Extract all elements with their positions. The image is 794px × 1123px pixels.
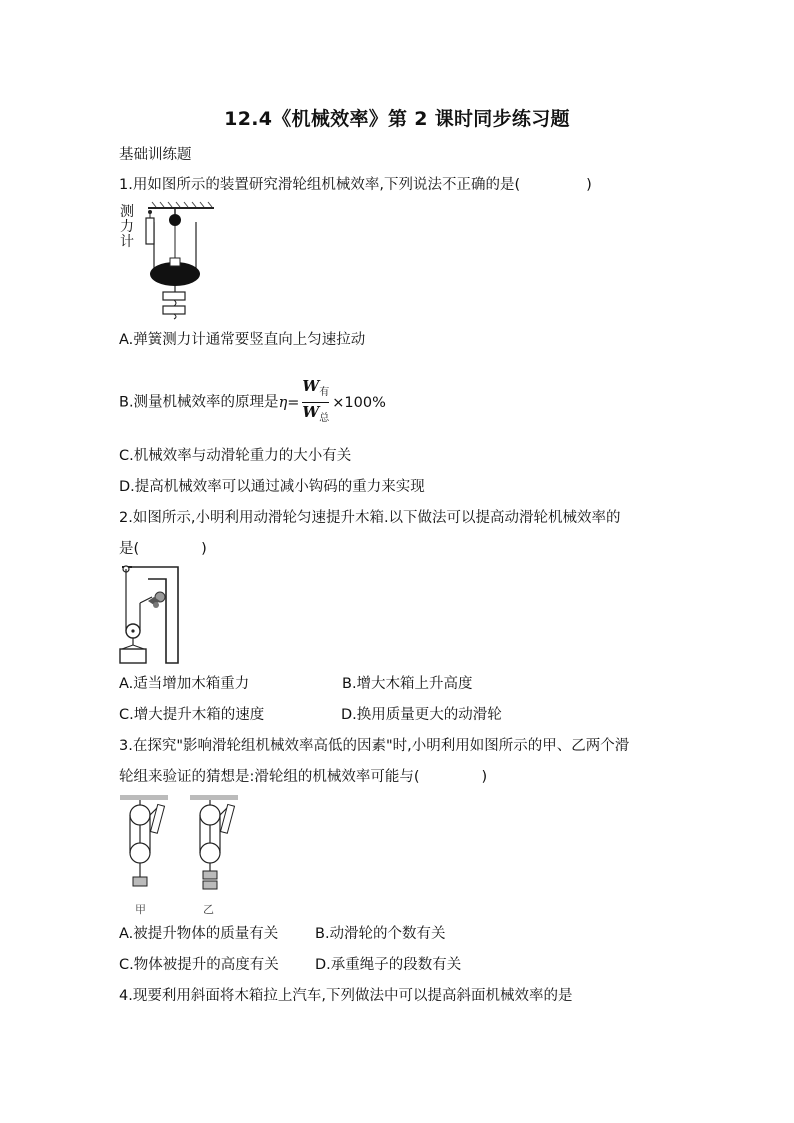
q2-option-a: A.适当增加木箱重力 [119,676,250,692]
q3-option-a: A.被提升物体的质量有关 [119,926,279,942]
q2-option-d: D.换用质量更大的动滑轮 [341,707,502,723]
q1-option-b: B.测量机械效率的原理是 η = $\frac{W_有}{W_总}$ ×100% [119,378,386,427]
movable-pulley-figure-2 [118,563,190,667]
question-1-stem: 1.用如图所示的装置研究滑轮组机械效率,下列说法不正确的是( ) [119,177,592,193]
figure-3-label-jia: 甲 [135,903,146,916]
page-title: 12.4《机械效率》第 2 课时同步练习题 [224,108,570,130]
q1-option-c: C.机械效率与动滑轮重力的大小有关 [119,448,352,464]
figure-3-label-yi: 乙 [203,903,214,916]
efficiency-formula: η = $\frac{W_有}{W_总}$ ×100% [278,377,386,425]
q1-option-a: A.弹簧测力计通常要竖直向上匀速拉动 [119,332,366,348]
question-3-stem-line-2: 轮组来验证的猜想是:滑轮组的机械效率可能与( ) [119,769,488,785]
question-3-stem-line-1: 3.在探究"影响滑轮组机械效率高低的因素"时,小明利用如图所示的甲、乙两个滑 [119,738,630,754]
q3-option-d: D.承重绳子的段数有关 [315,957,462,973]
q2-option-b: B.增大木箱上升高度 [342,676,473,692]
question-2-stem-line-2: 是( ) [119,541,207,557]
figure-1-label: 测力计 [120,204,134,250]
q3-option-b: B.动滑轮的个数有关 [315,926,446,942]
section-heading: 基础训练题 [119,147,192,163]
q1-option-d: D.提高机械效率可以通过减小钩码的重力来实现 [119,479,425,495]
q3-option-c: C.物体被提升的高度有关 [119,957,279,973]
pulley-systems-figure-3 [118,793,248,893]
q2-option-c: C.增大提升木箱的速度 [119,707,265,723]
question-4-stem-line-1: 4.现要利用斜面将木箱拉上汽车,下列做法中可以提高斜面机械效率的是 [119,988,573,1004]
question-2-stem-line-1: 2.如图所示,小明利用动滑轮匀速提升木箱.以下做法可以提高动滑轮机械效率的 [119,510,621,526]
